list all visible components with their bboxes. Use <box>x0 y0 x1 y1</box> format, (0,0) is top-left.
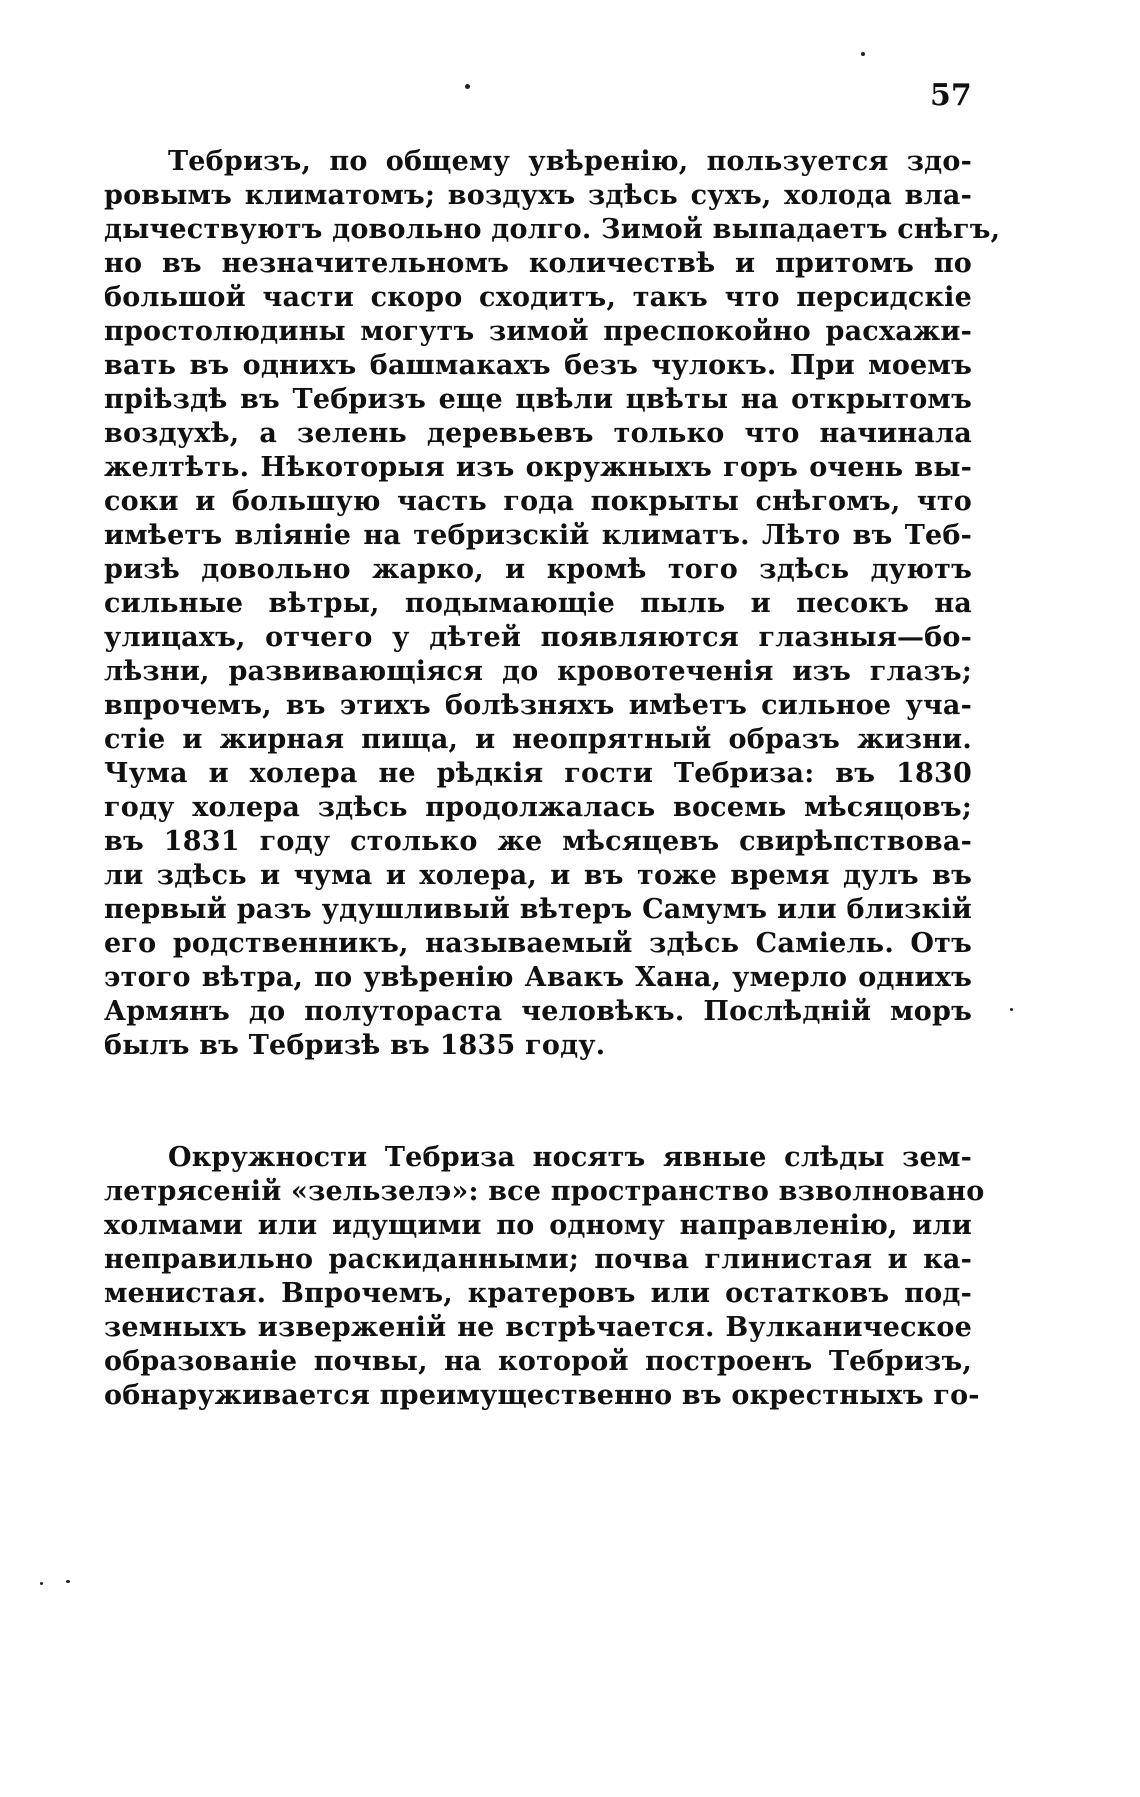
scan-speck <box>66 1580 70 1583</box>
text-line: въ 1831 году столько же мѣсяцевъ свирѣпствова- <box>104 826 972 857</box>
text-line: желтѣть. Нѣкоторыя изъ окружныхъ горъ очень вы- <box>104 452 972 483</box>
paragraph-climate <box>104 145 1001 1063</box>
text-line: его родственникъ, называемый здѣсь Саміель. Отъ <box>104 928 972 959</box>
text-line: летрясеній «зельзелэ»: все пространство взволновано <box>104 1176 985 1207</box>
page-number: 57 <box>930 78 972 113</box>
text-line: впрочемъ, въ этихъ болѣзняхъ имѣетъ сильное уча- <box>104 690 972 721</box>
text-line: воздухѣ, а зелень деревьевъ только что начинала <box>104 418 972 449</box>
text-line: Тебризъ, по общему увѣренію, пользуется здо- <box>168 146 972 177</box>
text-line: большой части скоро сходитъ, такъ что персидскіе <box>104 282 972 313</box>
text-line: Окружности Тебриза носятъ явные слѣды зем- <box>168 1142 972 1173</box>
text-line: улицахъ, отчего у дѣтей появляются глазныя—бо- <box>104 622 972 653</box>
scan-speck <box>40 1582 43 1585</box>
text-line: неправильно раскиданными; почва глинистая и ка- <box>104 1244 972 1275</box>
text-line: вать въ однихъ башмакахъ безъ чулокъ. При моемъ <box>104 350 972 381</box>
text-line: простолюдины могутъ зимой преспокойно расхажи- <box>104 316 972 347</box>
text-line: этого вѣтра, по увѣренію Авакъ Хана, умерло однихъ <box>104 962 972 993</box>
paragraph-surroundings <box>104 1141 985 1413</box>
text-line: былъ въ Тебризѣ въ 1835 году. <box>104 1030 606 1061</box>
text-line: ризѣ довольно жарко, и кромѣ того здѣсь дуютъ <box>104 554 972 585</box>
text-line: обнаруживается преимущественно въ окрестныхъ го- <box>104 1380 980 1411</box>
text-line: образованіе почвы, на которой построенъ Тебризъ, <box>104 1346 972 1377</box>
text-line: стіе и жирная пища, и неопрятный образъ жизни. <box>104 724 972 755</box>
scan-speck <box>1010 1008 1013 1011</box>
text-line: году холера здѣсь продолжалась восемь мѣсяцовъ; <box>104 792 972 823</box>
text-line: менистая. Впрочемъ, кратеровъ или остатковъ под- <box>104 1278 972 1309</box>
text-line: холмами или идущими по одному направленію, или <box>104 1210 972 1241</box>
text-line: пріѣздѣ въ Тебризъ еще цвѣли цвѣты на открытомъ <box>104 384 972 415</box>
text-line: ровымъ климатомъ; воздухъ здѣсь сухъ, холода вла- <box>104 180 972 211</box>
text-line: лѣзни, развивающіяся до кровотеченія изъ глазъ; <box>104 656 972 687</box>
text-line: земныхъ изверженій не встрѣчается. Вулканическое <box>104 1312 972 1343</box>
text-line: первый разъ удушливый вѣтеръ Самумъ или близкій <box>104 894 972 925</box>
text-line: ли здѣсь и чума и холера, и въ тоже время дулъ въ <box>104 860 972 891</box>
scan-speck <box>861 52 865 56</box>
text-line: Чума и холера не рѣдкія гости Тебриза: въ 1830 <box>104 758 972 789</box>
text-line: имѣетъ вліяніе на тебризскій климатъ. Лѣто въ Теб- <box>104 520 972 551</box>
text-line: Армянъ до полутораста человѣкъ. Послѣдній моръ <box>104 996 972 1027</box>
scan-speck <box>465 84 470 89</box>
text-line: соки и большую часть года покрыты снѣгомъ, что <box>104 486 972 517</box>
text-line: но въ незначительномъ количествѣ и притомъ по <box>104 248 972 279</box>
text-line: дычествуютъ довольно долго. Зимой выпадаетъ снѣгъ, <box>104 214 1001 245</box>
text-line: сильные вѣтры, подымающіе пыль и песокъ на <box>104 588 972 619</box>
